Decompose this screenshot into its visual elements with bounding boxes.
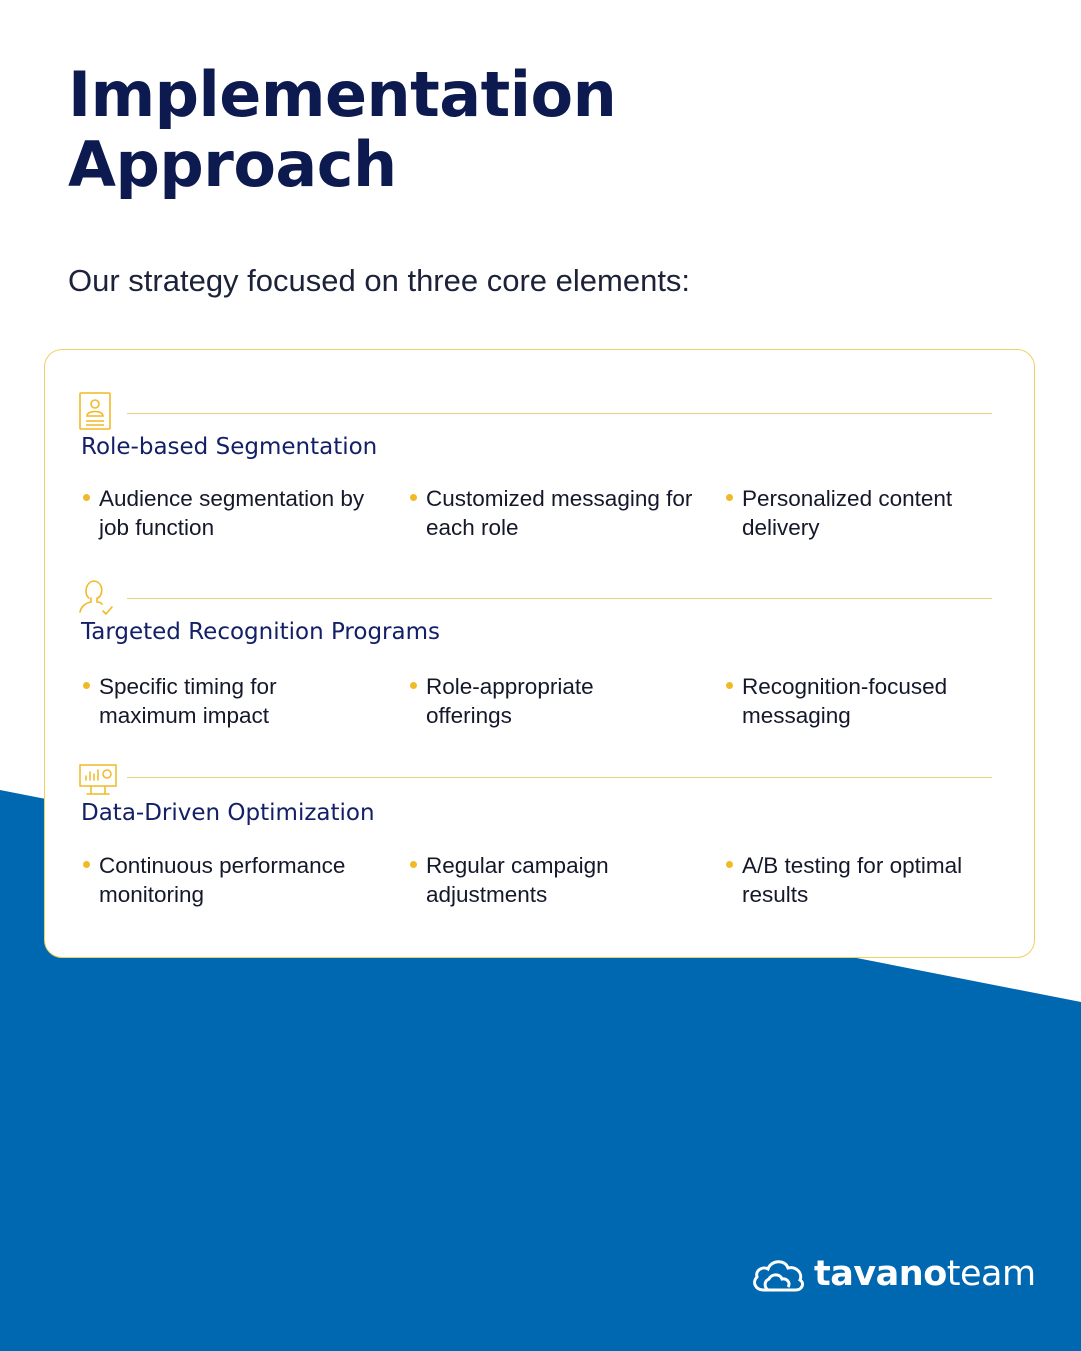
strategy-card xyxy=(44,349,1035,958)
bullet-dot xyxy=(83,861,90,868)
list-item xyxy=(99,672,369,730)
bullet-dot xyxy=(410,494,417,501)
brand-name-bold: tavano xyxy=(814,1254,947,1294)
bullet-dot xyxy=(726,494,733,501)
list-item xyxy=(742,851,1002,909)
brand-name-light: team xyxy=(946,1254,1036,1294)
page-title xyxy=(68,60,616,200)
list-item xyxy=(99,851,379,909)
section-title: Role-based Segmentation xyxy=(81,434,378,460)
cloud-icon xyxy=(750,1254,806,1294)
person-check-icon xyxy=(79,578,119,618)
page-title-line-1: Implementation xyxy=(68,58,617,131)
section-divider xyxy=(127,413,992,414)
bullet-dot xyxy=(726,861,733,868)
list-item-text: Recognition-focused messaging xyxy=(742,674,948,728)
list-item xyxy=(742,484,992,542)
list-item-text: Audience segmentation by job function xyxy=(99,486,365,540)
list-item-text: Customized messaging for each role xyxy=(426,486,693,540)
section-title: Targeted Recognition Programs xyxy=(81,619,440,645)
brand-logo xyxy=(750,1252,1036,1300)
page-subtitle: Our strategy focused on three core elements: xyxy=(68,263,691,298)
bullet-dot xyxy=(726,682,733,689)
profile-card-icon xyxy=(79,392,119,432)
page-title-line-2: Approach xyxy=(68,128,397,201)
brand-wordmark xyxy=(814,1254,1036,1294)
list-item-text: Role-appropriate offerings xyxy=(426,674,594,728)
bullet-dot xyxy=(83,494,90,501)
list-item xyxy=(742,672,992,730)
list-item-text: Continuous performance monitoring xyxy=(99,853,346,907)
list-item-text: Specific timing for maximum impact xyxy=(99,674,277,728)
list-item xyxy=(426,672,666,730)
list-item-text: Personalized content delivery xyxy=(742,486,953,540)
list-item xyxy=(426,851,666,909)
list-item xyxy=(426,484,696,542)
bullet-dot xyxy=(410,861,417,868)
list-item-text: Regular campaign adjustments xyxy=(426,853,609,907)
bullet-dot xyxy=(410,682,417,689)
list-item xyxy=(99,484,369,542)
section-title: Data-Driven Optimization xyxy=(81,800,375,826)
section-divider xyxy=(127,777,992,778)
section-divider xyxy=(127,598,992,599)
analytics-monitor-icon xyxy=(79,764,119,804)
bullet-dot xyxy=(83,682,90,689)
list-item-text: A/B testing for optimal results xyxy=(742,853,963,907)
